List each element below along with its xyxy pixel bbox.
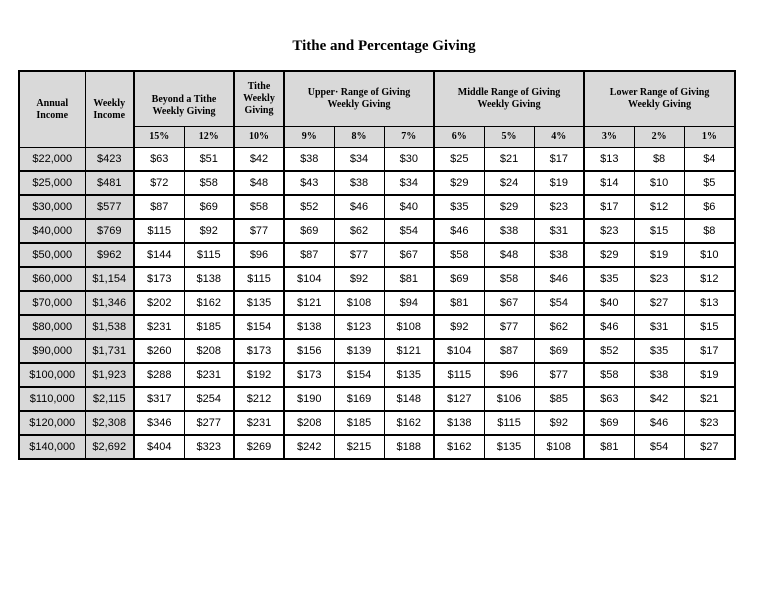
giving-amount-cell: $52 — [584, 339, 634, 363]
annual-income-cell: $30,000 — [19, 195, 85, 219]
giving-amount-cell: $242 — [284, 435, 334, 459]
giving-amount-cell: $190 — [284, 387, 334, 411]
giving-amount-cell: $21 — [684, 387, 735, 411]
giving-amount-cell: $81 — [584, 435, 634, 459]
giving-amount-cell: $108 — [334, 291, 384, 315]
giving-amount-cell: $81 — [384, 267, 434, 291]
giving-amount-cell: $14 — [584, 171, 634, 195]
giving-amount-cell: $12 — [684, 267, 735, 291]
giving-amount-cell: $27 — [634, 291, 684, 315]
giving-amount-cell: $169 — [334, 387, 384, 411]
annual-income-cell: $90,000 — [19, 339, 85, 363]
giving-amount-cell: $138 — [284, 315, 334, 339]
giving-amount-cell: $106 — [484, 387, 534, 411]
table-row — [19, 291, 735, 315]
header-weekly-income — [85, 71, 134, 148]
giving-amount-cell: $231 — [134, 315, 184, 339]
table-row — [19, 315, 735, 339]
header-percent-6: 6% — [434, 127, 484, 148]
giving-amount-cell: $19 — [534, 171, 584, 195]
giving-amount-cell: $38 — [634, 363, 684, 387]
giving-amount-cell: $215 — [334, 435, 384, 459]
giving-amount-cell: $87 — [484, 339, 534, 363]
giving-amount-cell: $115 — [484, 411, 534, 435]
giving-amount-cell: $138 — [434, 411, 484, 435]
giving-amount-cell: $77 — [334, 243, 384, 267]
giving-amount-cell: $38 — [284, 148, 334, 172]
table-row — [19, 435, 735, 459]
header-upper-line1: Upper· Range of Giving — [307, 87, 411, 98]
giving-amount-cell: $21 — [484, 148, 534, 172]
giving-amount-cell: $87 — [284, 243, 334, 267]
giving-amount-cell: $35 — [584, 267, 634, 291]
header-percent-3: 3% — [584, 127, 634, 148]
giving-amount-cell: $69 — [184, 195, 234, 219]
header-beyond-line2: Weekly Giving — [152, 106, 216, 117]
giving-amount-cell: $92 — [434, 315, 484, 339]
header-percent-2: 2% — [634, 127, 684, 148]
giving-amount-cell: $17 — [584, 195, 634, 219]
giving-amount-cell: $58 — [484, 267, 534, 291]
annual-income-cell: $40,000 — [19, 219, 85, 243]
giving-amount-cell: $212 — [234, 387, 284, 411]
weekly-income-cell: $1,538 — [85, 315, 134, 339]
giving-amount-cell: $77 — [484, 315, 534, 339]
giving-amount-cell: $30 — [384, 148, 434, 172]
giving-amount-cell: $154 — [234, 315, 284, 339]
giving-amount-cell: $46 — [334, 195, 384, 219]
giving-amount-cell: $58 — [584, 363, 634, 387]
giving-amount-cell: $81 — [434, 291, 484, 315]
giving-amount-cell: $38 — [534, 243, 584, 267]
table-row — [19, 387, 735, 411]
giving-amount-cell: $19 — [634, 243, 684, 267]
annual-income-cell: $25,000 — [19, 171, 85, 195]
table-body — [19, 148, 735, 460]
giving-amount-cell: $58 — [434, 243, 484, 267]
header-tithe-line2: Weekly — [243, 93, 275, 104]
giving-amount-cell: $10 — [684, 243, 735, 267]
header-upper-line2: Weekly Giving — [327, 99, 391, 110]
giving-amount-cell: $58 — [184, 171, 234, 195]
giving-amount-cell: $58 — [234, 195, 284, 219]
giving-amount-cell: $46 — [534, 267, 584, 291]
giving-amount-cell: $115 — [434, 363, 484, 387]
giving-amount-cell: $173 — [284, 363, 334, 387]
annual-income-cell: $110,000 — [19, 387, 85, 411]
header-tithe-line3: Giving — [244, 105, 274, 116]
header-tithe — [234, 71, 284, 127]
giving-amount-cell: $38 — [484, 219, 534, 243]
weekly-income-cell: $769 — [85, 219, 134, 243]
giving-amount-cell: $35 — [434, 195, 484, 219]
giving-amount-cell: $69 — [284, 219, 334, 243]
giving-amount-cell: $208 — [184, 339, 234, 363]
giving-amount-cell: $5 — [684, 171, 735, 195]
weekly-income-cell: $962 — [85, 243, 134, 267]
annual-income-cell: $100,000 — [19, 363, 85, 387]
header-row-groups — [19, 71, 735, 127]
header-percent-7: 7% — [384, 127, 434, 148]
giving-amount-cell: $92 — [334, 267, 384, 291]
giving-amount-cell: $63 — [584, 387, 634, 411]
weekly-income-cell: $481 — [85, 171, 134, 195]
table-row — [19, 267, 735, 291]
giving-amount-cell: $162 — [384, 411, 434, 435]
giving-amount-cell: $40 — [584, 291, 634, 315]
giving-amount-cell: $85 — [534, 387, 584, 411]
giving-table — [18, 70, 736, 460]
giving-amount-cell: $317 — [134, 387, 184, 411]
giving-amount-cell: $173 — [134, 267, 184, 291]
giving-amount-cell: $404 — [134, 435, 184, 459]
giving-amount-cell: $192 — [234, 363, 284, 387]
giving-amount-cell: $108 — [534, 435, 584, 459]
giving-amount-cell: $188 — [384, 435, 434, 459]
header-annual-line1: Annual — [36, 97, 69, 109]
giving-amount-cell: $54 — [384, 219, 434, 243]
weekly-income-cell: $1,923 — [85, 363, 134, 387]
giving-amount-cell: $42 — [234, 148, 284, 172]
header-percent-8: 8% — [334, 127, 384, 148]
giving-amount-cell: $144 — [134, 243, 184, 267]
giving-amount-cell: $17 — [684, 339, 735, 363]
giving-amount-cell: $17 — [534, 148, 584, 172]
header-middle-line2: Weekly Giving — [477, 99, 541, 110]
table-row — [19, 148, 735, 172]
weekly-income-cell: $2,308 — [85, 411, 134, 435]
giving-amount-cell: $8 — [634, 148, 684, 172]
giving-amount-cell: $62 — [534, 315, 584, 339]
giving-amount-cell: $15 — [684, 315, 735, 339]
giving-amount-cell: $12 — [634, 195, 684, 219]
giving-amount-cell: $52 — [284, 195, 334, 219]
giving-amount-cell: $43 — [284, 171, 334, 195]
header-weekly-line1: Weekly — [93, 97, 126, 109]
giving-amount-cell: $139 — [334, 339, 384, 363]
giving-amount-cell: $72 — [134, 171, 184, 195]
giving-amount-cell: $25 — [434, 148, 484, 172]
giving-amount-cell: $69 — [434, 267, 484, 291]
giving-amount-cell: $254 — [184, 387, 234, 411]
giving-amount-cell: $162 — [184, 291, 234, 315]
giving-amount-cell: $127 — [434, 387, 484, 411]
header-percent-10: 10% — [234, 127, 284, 148]
header-percent-15: 15% — [134, 127, 184, 148]
giving-amount-cell: $27 — [684, 435, 735, 459]
header-middle-line1: Middle Range of Giving — [457, 87, 561, 98]
giving-amount-cell: $104 — [434, 339, 484, 363]
giving-amount-cell: $38 — [334, 171, 384, 195]
giving-amount-cell: $185 — [334, 411, 384, 435]
header-percent-1: 1% — [684, 127, 735, 148]
giving-amount-cell: $208 — [284, 411, 334, 435]
giving-amount-cell: $54 — [634, 435, 684, 459]
giving-amount-cell: $173 — [234, 339, 284, 363]
giving-amount-cell: $92 — [534, 411, 584, 435]
header-lower-range — [584, 71, 735, 127]
giving-amount-cell: $23 — [534, 195, 584, 219]
annual-income-cell: $60,000 — [19, 267, 85, 291]
giving-amount-cell: $202 — [134, 291, 184, 315]
giving-amount-cell: $19 — [684, 363, 735, 387]
weekly-income-cell: $1,154 — [85, 267, 134, 291]
header-percent-5: 5% — [484, 127, 534, 148]
giving-amount-cell: $48 — [234, 171, 284, 195]
giving-amount-cell: $69 — [584, 411, 634, 435]
giving-amount-cell: $54 — [534, 291, 584, 315]
giving-amount-cell: $77 — [234, 219, 284, 243]
giving-amount-cell: $40 — [384, 195, 434, 219]
annual-income-cell: $120,000 — [19, 411, 85, 435]
giving-amount-cell: $135 — [484, 435, 534, 459]
giving-amount-cell: $121 — [284, 291, 334, 315]
table-row — [19, 219, 735, 243]
giving-amount-cell: $108 — [384, 315, 434, 339]
annual-income-cell: $50,000 — [19, 243, 85, 267]
giving-amount-cell: $46 — [634, 411, 684, 435]
giving-amount-cell: $13 — [584, 148, 634, 172]
giving-amount-cell: $115 — [134, 219, 184, 243]
weekly-income-cell: $577 — [85, 195, 134, 219]
header-beyond-line1: Beyond a Tithe — [151, 94, 217, 105]
giving-amount-cell: $96 — [484, 363, 534, 387]
giving-amount-cell: $231 — [184, 363, 234, 387]
weekly-income-cell: $2,692 — [85, 435, 134, 459]
table-row — [19, 339, 735, 363]
header-annual-income — [19, 71, 85, 148]
giving-amount-cell: $135 — [234, 291, 284, 315]
giving-amount-cell: $4 — [684, 148, 735, 172]
giving-amount-cell: $29 — [484, 195, 534, 219]
giving-amount-cell: $277 — [184, 411, 234, 435]
giving-amount-cell: $323 — [184, 435, 234, 459]
weekly-income-cell: $1,731 — [85, 339, 134, 363]
header-weekly-line2: Income — [93, 109, 126, 121]
giving-amount-cell: $48 — [484, 243, 534, 267]
giving-amount-cell: $46 — [584, 315, 634, 339]
annual-income-cell: $70,000 — [19, 291, 85, 315]
weekly-income-cell: $423 — [85, 148, 134, 172]
header-beyond-tithe — [134, 71, 234, 127]
giving-amount-cell: $23 — [684, 411, 735, 435]
giving-amount-cell: $51 — [184, 148, 234, 172]
header-upper-range — [284, 71, 434, 127]
table-row — [19, 243, 735, 267]
giving-amount-cell: $185 — [184, 315, 234, 339]
giving-amount-cell: $115 — [234, 267, 284, 291]
giving-amount-cell: $46 — [434, 219, 484, 243]
giving-amount-cell: $135 — [384, 363, 434, 387]
giving-amount-cell: $69 — [534, 339, 584, 363]
giving-amount-cell: $34 — [334, 148, 384, 172]
giving-amount-cell: $13 — [684, 291, 735, 315]
table-row — [19, 411, 735, 435]
giving-amount-cell: $8 — [684, 219, 735, 243]
table-row — [19, 171, 735, 195]
annual-income-cell: $22,000 — [19, 148, 85, 172]
giving-amount-cell: $31 — [634, 315, 684, 339]
giving-amount-cell: $67 — [384, 243, 434, 267]
header-middle-range — [434, 71, 584, 127]
giving-amount-cell: $148 — [384, 387, 434, 411]
giving-amount-cell: $6 — [684, 195, 735, 219]
giving-amount-cell: $154 — [334, 363, 384, 387]
giving-amount-cell: $23 — [634, 267, 684, 291]
giving-amount-cell: $92 — [184, 219, 234, 243]
giving-amount-cell: $34 — [384, 171, 434, 195]
header-annual-line2: Income — [36, 109, 69, 121]
giving-amount-cell: $96 — [234, 243, 284, 267]
giving-amount-cell: $123 — [334, 315, 384, 339]
giving-amount-cell: $138 — [184, 267, 234, 291]
giving-amount-cell: $156 — [284, 339, 334, 363]
giving-amount-cell: $62 — [334, 219, 384, 243]
giving-amount-cell: $35 — [634, 339, 684, 363]
giving-amount-cell: $31 — [534, 219, 584, 243]
giving-amount-cell: $67 — [484, 291, 534, 315]
header-lower-line1: Lower Range of Giving — [609, 87, 710, 98]
giving-amount-cell: $24 — [484, 171, 534, 195]
giving-amount-cell: $121 — [384, 339, 434, 363]
giving-amount-cell: $269 — [234, 435, 284, 459]
giving-amount-cell: $115 — [184, 243, 234, 267]
weekly-income-cell: $1,346 — [85, 291, 134, 315]
header-percent-4: 4% — [534, 127, 584, 148]
header-tithe-line1: Tithe — [247, 81, 271, 92]
giving-amount-cell: $104 — [284, 267, 334, 291]
weekly-income-cell: $2,115 — [85, 387, 134, 411]
giving-amount-cell: $87 — [134, 195, 184, 219]
table-row — [19, 195, 735, 219]
giving-amount-cell: $63 — [134, 148, 184, 172]
header-percent-12: 12% — [184, 127, 234, 148]
giving-amount-cell: $29 — [584, 243, 634, 267]
header-lower-line2: Weekly Giving — [628, 99, 692, 110]
annual-income-cell: $140,000 — [19, 435, 85, 459]
giving-amount-cell: $23 — [584, 219, 634, 243]
giving-amount-cell: $162 — [434, 435, 484, 459]
table-row — [19, 363, 735, 387]
giving-amount-cell: $288 — [134, 363, 184, 387]
giving-amount-cell: $10 — [634, 171, 684, 195]
giving-amount-cell: $29 — [434, 171, 484, 195]
giving-amount-cell: $346 — [134, 411, 184, 435]
giving-amount-cell: $94 — [384, 291, 434, 315]
annual-income-cell: $80,000 — [19, 315, 85, 339]
page-title: Tithe and Percentage Giving — [292, 38, 476, 54]
giving-amount-cell: $231 — [234, 411, 284, 435]
giving-amount-cell: $42 — [634, 387, 684, 411]
giving-amount-cell: $15 — [634, 219, 684, 243]
giving-amount-cell: $260 — [134, 339, 184, 363]
header-percent-9: 9% — [284, 127, 334, 148]
giving-amount-cell: $77 — [534, 363, 584, 387]
